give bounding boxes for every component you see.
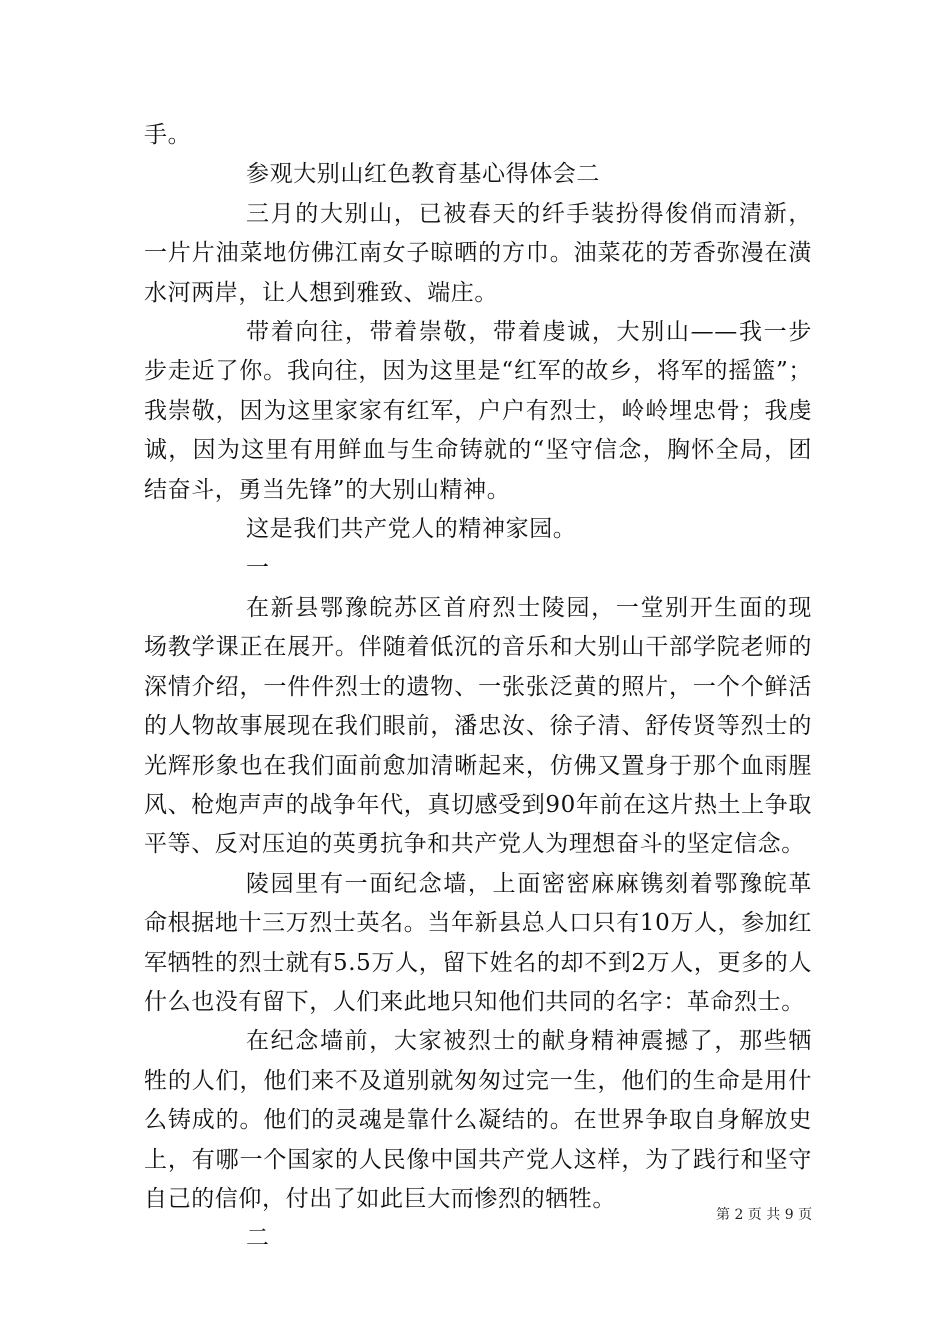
paragraph: 陵园里有一面纪念墙，上面密密麻麻镌刻着鄂豫皖革命根据地十三万烈士英名。当年新县总人口只有10万人，参加红军牺牲的烈士就有5.5万人，留下姓名的却不到2万人，更多的人什么也没有留下，人们来此地只知他们共同的名字：革命烈士。	[144, 870, 812, 1015]
section-number: 一	[246, 555, 270, 582]
page-number-footer: 第 2 页 共 9 页	[716, 1207, 813, 1223]
paragraph: 在新县鄂豫皖苏区首府烈士陵园，一堂别开生面的现场教学课正在展开。伴随着低沉的音乐和大别山干部学院老师的深情介绍，一件件烈士的遗物、一张张泛黄的照片，一个个鲜活的人物故事展现在我们眼前，潘忠汝、徐子清、舒传贤等烈士的光辉形象也在我们面前愈加清晰起来，仿佛又置身于那个血雨腥风、枪炮声声的战争年代，真切感受到90年前在这片热土上争取平等、反对压迫的英勇抗争和共产党人为理想奋斗的坚定信念。	[144, 594, 812, 858]
document-body	[144, 116, 812, 1259]
section-number: 二	[246, 1225, 270, 1252]
paragraph: 在纪念墙前，大家被烈士的献身精神震撼了，那些牺牲的人们，他们来不及道别就匆匆过完一生，他们的生命是用什么铸成的。他们的灵魂是靠什么凝结的。在世界争取自身解放史上，有哪一个国家的人民像中国共产党人这样，为了践行和坚守自己的信仰，付出了如此巨大而惨烈的牺牲。	[144, 1028, 812, 1212]
section-title: 参观大别山红色教育基心得体会二	[246, 161, 600, 188]
paragraph: 三月的大别山，已被春天的纤手装扮得俊俏而清新，一片片油菜地仿佛江南女子晾晒的方巾。油菜花的芳香弥漫在潢水河两岸，让人想到雅致、端庄。	[144, 200, 812, 306]
paragraph-continuation: 手。	[144, 122, 192, 148]
paragraph: 带着向往，带着崇敬，带着虔诚，大别山——我一步步走近了你。我向往，因为这里是“红军的故乡，将军的摇篮”；我崇敬，因为这里家家有红军，户户有烈士，岭岭埋忠骨；我虔诚，因为这里有用鲜血与生命铸就的“坚守信念，胸怀全局，团结奋斗，勇当先锋”的大别山精神。	[144, 319, 812, 503]
paragraph: 这是我们共产党人的精神家园。	[246, 516, 577, 543]
